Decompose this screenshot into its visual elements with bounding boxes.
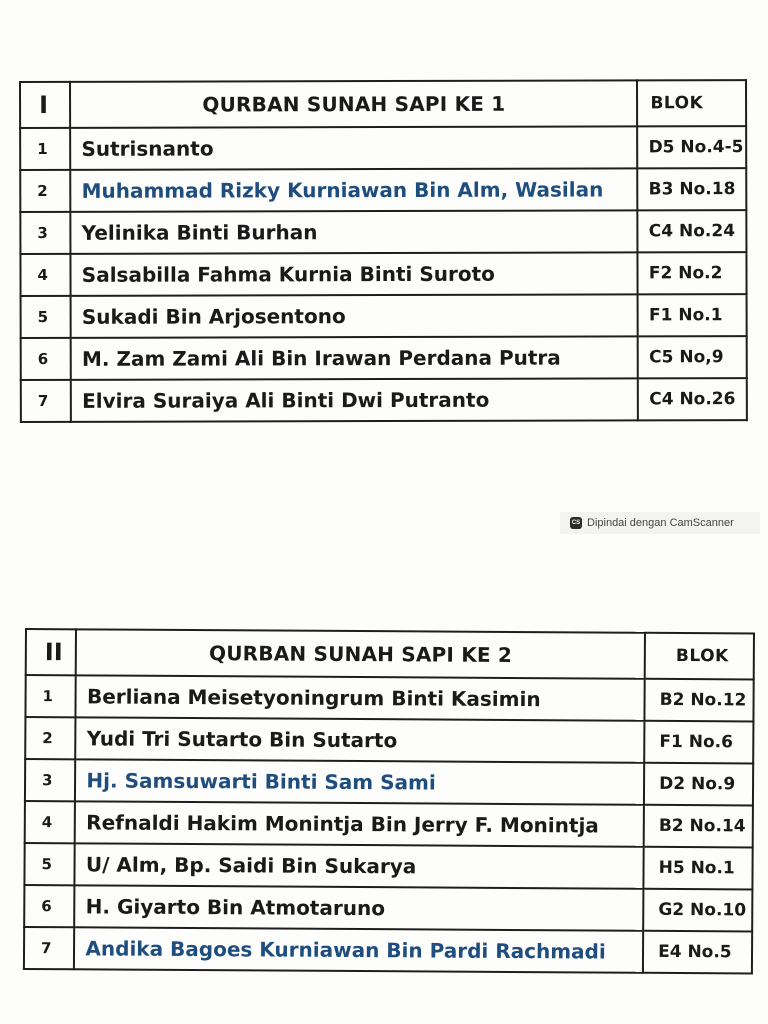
participant-name: Refnaldi Hakim Monintja Bin Jerry F. Monintja: [75, 801, 644, 846]
blok-value: G2 No.10: [643, 889, 752, 932]
blok-column-header: BLOK: [645, 633, 754, 680]
blok-value: E4 No.5: [643, 931, 752, 974]
blok-value: D5 No.4-5: [637, 126, 746, 168]
table-row: [25, 801, 753, 847]
blok-column-header: BLOK: [637, 80, 746, 126]
participant-name: M. Zam Zami Ali Bin Irawan Perdana Putra: [71, 336, 638, 379]
table-roman-numeral: II: [26, 629, 77, 675]
participant-name: Yelinika Binti Burhan: [71, 210, 638, 253]
blok-value: H5 No.1: [643, 847, 752, 890]
camscanner-logo-icon: CS: [570, 517, 582, 529]
row-number: 6: [21, 338, 71, 380]
blok-value: C4 No.24: [638, 210, 747, 252]
participant-name: Sukadi Bin Arjosentono: [71, 294, 638, 337]
participant-name: Elvira Suraiya Ali Binti Dwi Putranto: [71, 378, 638, 421]
table-row: [20, 252, 746, 296]
table-row: [24, 927, 752, 973]
participant-name: U/ Alm, Bp. Saidi Bin Sukarya: [75, 843, 644, 888]
row-number: 7: [21, 380, 71, 422]
row-number: 2: [20, 170, 70, 212]
blok-value: B3 No.18: [638, 168, 747, 210]
camscanner-watermark: [560, 512, 760, 534]
table-row: [24, 885, 752, 931]
row-number: 2: [25, 717, 76, 759]
table-row: [25, 717, 753, 763]
participant-name: Yudi Tri Sutarto Bin Sutarto: [76, 717, 645, 762]
table-row: [21, 378, 747, 422]
blok-value: D2 No.9: [644, 763, 753, 806]
table-title: QURBAN SUNAH SAPI KE 1: [70, 80, 637, 127]
participant-name: Hj. Samsuwarti Binti Sam Sami: [75, 759, 644, 804]
row-number: 7: [24, 927, 75, 969]
participant-name: Salsabilla Fahma Kurnia Binti Suroto: [71, 252, 638, 295]
row-number: 4: [25, 801, 76, 843]
blok-value: C4 No.26: [638, 378, 747, 420]
table-row: [20, 210, 746, 254]
qurban-table-1: [19, 79, 748, 423]
table-header-row: [26, 629, 754, 679]
participant-name: Sutrisnanto: [70, 126, 637, 169]
camscanner-text: Dipindai dengan CamScanner: [587, 517, 734, 529]
participant-name: Muhammad Rizky Kurniawan Bin Alm, Wasilan: [70, 168, 637, 211]
blok-value: B2 No.12: [645, 679, 754, 722]
table-row: [20, 168, 746, 212]
participant-name: Berliana Meisetyoningrum Binti Kasimin: [76, 675, 645, 720]
row-number: 1: [20, 128, 70, 170]
table-row: [21, 294, 747, 338]
table-row: [20, 126, 746, 170]
table-row: [24, 843, 752, 889]
participant-name: Andika Bagoes Kurniawan Bin Pardi Rachmadi: [74, 927, 643, 972]
row-number: 6: [24, 885, 75, 927]
table-title: QURBAN SUNAH SAPI KE 2: [76, 629, 645, 678]
qurban-table-2: [23, 628, 755, 974]
row-number: 5: [24, 843, 75, 885]
table-row: [25, 675, 753, 721]
row-number: 3: [25, 759, 76, 801]
table-row: [25, 759, 753, 805]
blok-value: F2 No.2: [638, 252, 747, 294]
row-number: 3: [20, 212, 70, 254]
row-number: 5: [21, 296, 71, 338]
table-roman-numeral: I: [20, 82, 70, 128]
table-header-row: [20, 80, 746, 128]
participant-name: H. Giyarto Bin Atmotaruno: [75, 885, 644, 930]
table-row: [21, 336, 747, 380]
blok-value: B2 No.14: [644, 805, 753, 848]
blok-value: C5 No,9: [638, 336, 747, 378]
row-number: 1: [25, 675, 76, 717]
blok-value: F1 No.1: [638, 294, 747, 336]
blok-value: F1 No.6: [644, 721, 753, 764]
row-number: 4: [20, 254, 70, 296]
